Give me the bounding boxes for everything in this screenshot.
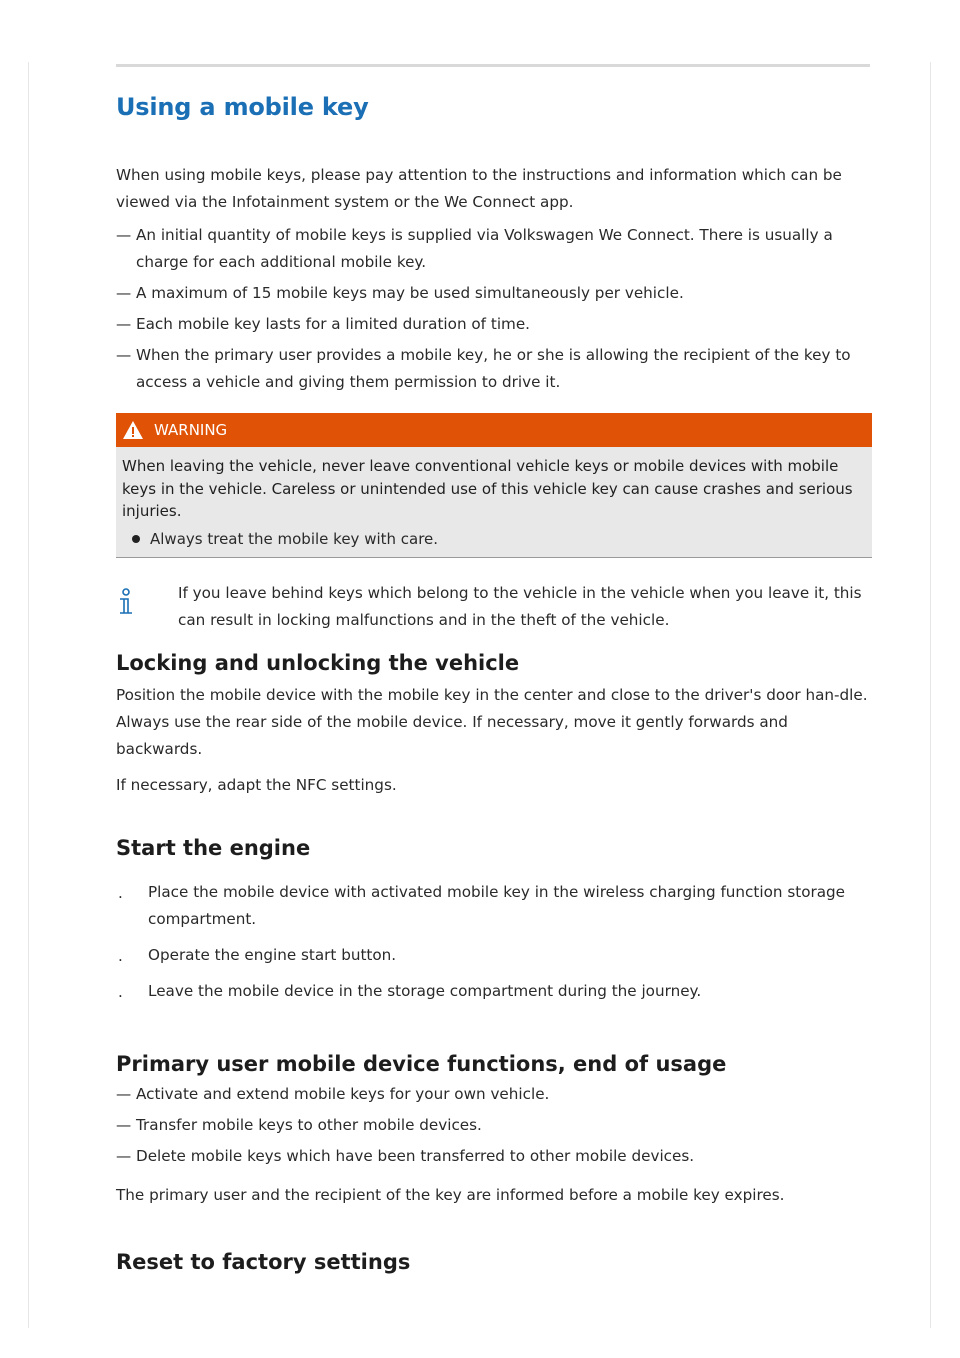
list-item: — A maximum of 15 mobile keys may be used simultaneously per vehicle. xyxy=(116,284,684,302)
locking-nfc-paragraph: If necessary, adapt the NFC settings. xyxy=(116,775,397,794)
warning-label: WARNING xyxy=(154,421,228,439)
page-margin-right xyxy=(930,62,931,1328)
list-item: — Delete mobile keys which have been transferred to other mobile devices. xyxy=(116,1146,695,1165)
intro-list xyxy=(116,222,872,396)
section-heading-locking: Locking and unlocking the vehicle xyxy=(116,650,520,675)
page-margin-left xyxy=(28,62,29,1328)
section-heading-reset: Reset to factory settings xyxy=(116,1249,411,1274)
locking-paragraph: Position the mobile device with the mobile key in the center and close to the driver's door han-dle. Always use the rear side of the mobile device. If necessary, move it gently forwards and backwards. xyxy=(116,685,868,758)
list-item: — An initial quantity of mobile keys is supplied via Volkswagen We Connect. There is usually a charge for each additional mobile key. xyxy=(116,226,833,271)
page-title: Using a mobile key xyxy=(116,93,369,121)
list-item: — When the primary user provides a mobile key, he or she is allowing the recipient of the key to access a vehicle and giving them permission to drive it. xyxy=(116,346,851,391)
primary-closing-paragraph: The primary user and the recipient of the key are informed before a mobile key expires. xyxy=(116,1185,785,1204)
warning-text: When leaving the vehicle, never leave conventional vehicle keys or mobile devices with mobile keys in the vehicle. Careless or unintended use of this vehicle key can cause crashes and serious injuries. xyxy=(122,457,853,520)
info-icon xyxy=(116,580,178,634)
step-item: . Leave the mobile device in the storage compartment during the journey. xyxy=(118,981,702,1001)
top-divider xyxy=(116,64,870,67)
intro-paragraph: When using mobile keys, please pay attention to the instructions and information which can be viewed via the Infotainment system or the We Connect app. xyxy=(116,166,842,211)
section-heading-engine: Start the engine xyxy=(116,835,311,860)
warning-bullet xyxy=(122,527,864,551)
primary-list xyxy=(116,1081,872,1170)
warning-triangle-icon xyxy=(122,420,144,440)
warning-body xyxy=(116,447,872,557)
step-item: . Place the mobile device with activated mobile key in the wireless charging function storage compartment. xyxy=(118,882,846,928)
warning-box xyxy=(116,413,872,558)
step-item: . Operate the engine start button. xyxy=(118,945,397,965)
section-heading-primary: Primary user mobile device functions, end of usage xyxy=(116,1051,727,1076)
engine-steps xyxy=(116,879,872,1005)
list-item: — Transfer mobile keys to other mobile devices. xyxy=(116,1115,482,1134)
page-content xyxy=(116,88,872,1277)
bullet-icon xyxy=(132,535,140,543)
warning-header xyxy=(116,413,872,447)
list-item: — Activate and extend mobile keys for your own vehicle. xyxy=(116,1084,550,1103)
note-box xyxy=(116,580,872,634)
warning-bullet-text: Always treat the mobile key with care. xyxy=(150,529,439,548)
note-text: If you leave behind keys which belong to the vehicle in the vehicle when you leave it, this can result in locking malfunctions and in the theft of the vehicle. xyxy=(178,583,862,629)
list-item: — Each mobile key lasts for a limited duration of time. xyxy=(116,315,530,333)
